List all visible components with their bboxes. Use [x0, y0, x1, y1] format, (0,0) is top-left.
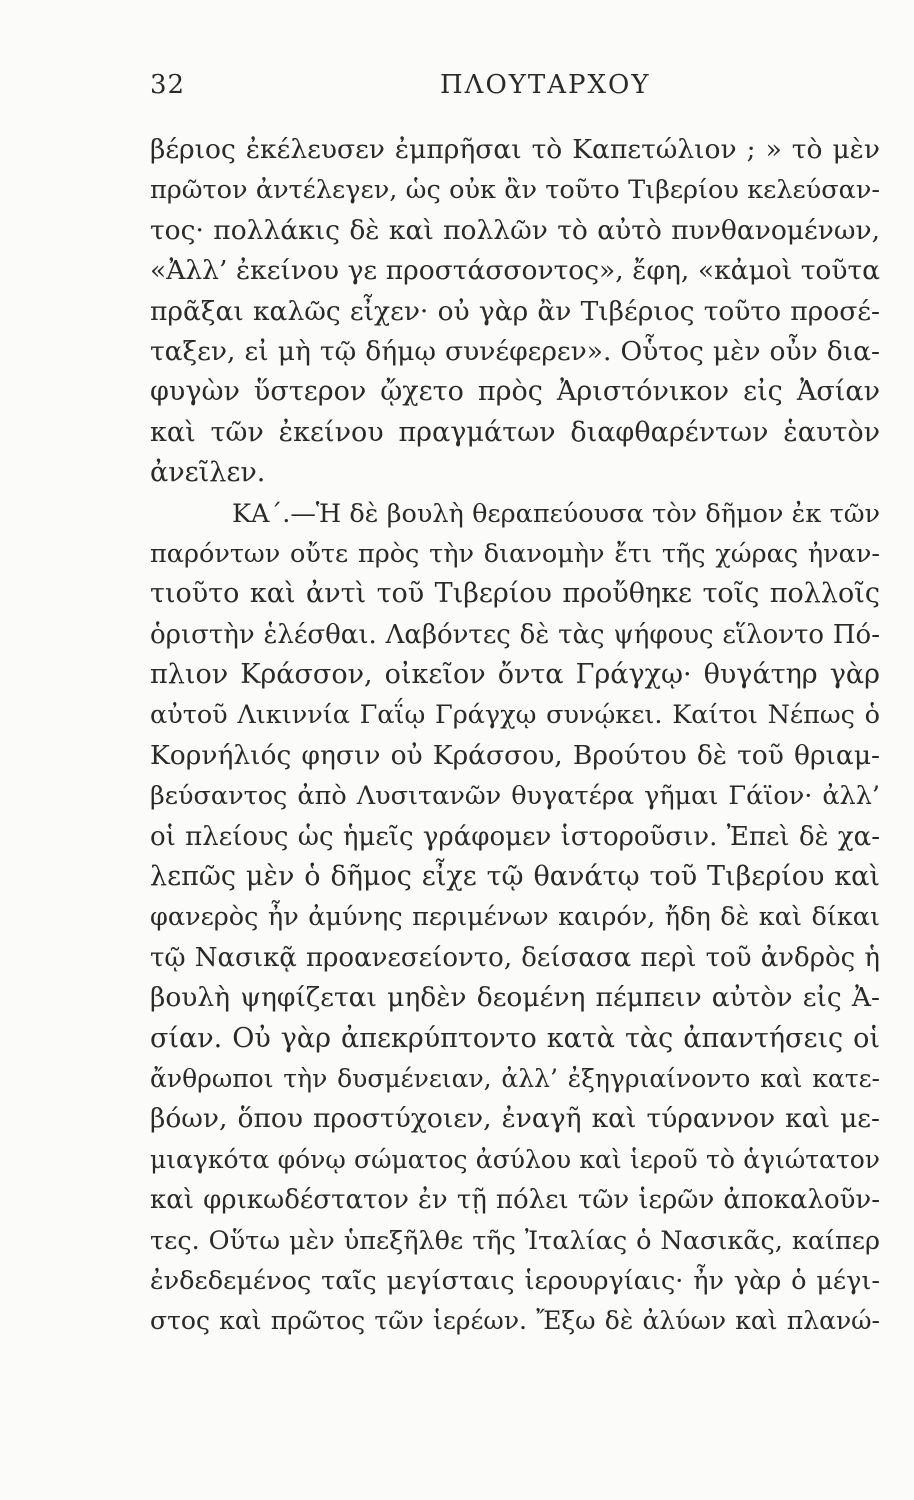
text-line: βουλὴ ψηφίζεται μηδὲν δεομένη πέμπειν αὐτὸν εἰς Ἀ- [150, 982, 880, 1014]
text-line: πλιον Κράσσον, οἰκεῖον ὄντα Γράγχῳ· θυγάτηρ γὰρ [150, 659, 880, 691]
chapter-heading-line: ΚΑ΄.—Ἡ δὲ βουλὴ θεραπεύουσα τὸν δῆμον ἐκ τῶν [232, 498, 880, 529]
text-line: τῷ Νασικᾷ προανεσείοντο, δείσασα περὶ τοῦ ἀνδρὸς ἡ [150, 942, 880, 973]
running-title: ΠΛΟΥΤΑΡΧΟΥ [440, 70, 651, 100]
text-line: φανερὸς ἦν ἀμύνης περιμένων καιρόν, ἤδη δὲ καὶ δίκαι [150, 902, 880, 933]
text-line: ἀνεῖλεν. [150, 457, 266, 489]
text-line: πρῶτον ἀντέλεγεν, ὡς οὐκ ἂν τοῦτο Τιβερίου κελεύσαν- [150, 175, 880, 206]
text-line: καὶ φρικωδέστατον ἐν τῇ πόλει τῶν ἱερῶν ἀποκαλοῦν- [150, 1185, 880, 1216]
page-number: 32 [150, 70, 186, 100]
text-line: τιοῦτο καὶ ἀντὶ τοῦ Τιβερίου προὔθηκε τοῖς πολλοῖς [150, 578, 880, 610]
text-line: πρᾶξαι καλῶς εἶχεν· οὐ γὰρ ἂν Τιβέριος τοῦτο προσέ- [150, 295, 880, 327]
text-line: ἄνθρωποι τὴν δυσμένειαν, ἀλλ’ ἐξηγριαίνοντο καὶ κατε- [150, 1063, 880, 1093]
text-line: τες. Οὕτω μὲν ὑπεξῆλθε τῆς Ἰταλίας ὁ Νασικᾶς, καίπερ [150, 1225, 880, 1256]
text-line: οἱ πλείους ὡς ἡμεῖς γράφομεν ἱστοροῦσιν. Ἐπεὶ δὲ χα- [150, 821, 880, 852]
text-line: λεπῶς μὲν ὁ δῆμος εἶχε τῷ θανάτῳ τοῦ Τιβερίου καὶ [150, 861, 880, 893]
text-line: σίαν. Οὐ γὰρ ἀπεκρύπτοντο κατὰ τὰς ἀπαντήσεις οἱ [150, 1022, 880, 1054]
text-body [150, 130, 880, 1342]
text-line: βέριος ἐκέλευσεν ἐμπρῆσαι τὸ Καπετώλιον ; » τὸ μὲν [150, 134, 880, 165]
text-line: παρόντων οὔτε πρὸς τὴν διανομὴν ἔτι τῆς χώρας ἠναν- [150, 538, 880, 569]
text-line: στος καὶ πρῶτος τῶν ἱερέων. Ἔξω δὲ ἀλύων καὶ πλανώ- [150, 1306, 880, 1336]
text-line: «Ἀλλ’ ἐκείνου γε προστάσσοντος», ἔφη, «κἀμοὶ τοῦτα [150, 255, 880, 287]
text-line: ἐνδεδεμένος ταῖς μεγίσταις ἱερουργίαις· ἦν γὰρ ὁ μέγι- [150, 1265, 880, 1296]
text-line: Κορνήλιός φησιν οὐ Κράσσου, Βρούτου δὲ τοῦ θριαμ- [150, 739, 880, 771]
text-line: βεύσαντος ἀπὸ Λυσιτανῶν θυγατέρα γῆμαι Γάϊον· ἀλλ’ [150, 781, 880, 812]
text-line: ὁριστὴν ἑλέσθαι. Λαβόντες δὲ τὰς ψήφους εἵλοντο Πό- [150, 619, 880, 650]
text-line: ταξεν, εἰ μὴ τῷ δήμῳ συνέφερεν». Οὗτος μὲν οὖν δια- [150, 335, 880, 367]
text-line: βόων, ὅπου προστύχοιεν, ἐναγῆ καὶ τύραννον καὶ με- [150, 1103, 880, 1135]
text-line: μιαγκότα φόνῳ σώματος ἀσύλου καὶ ἱεροῦ τὸ ἁγιώτατον [150, 1144, 880, 1174]
text-line: τος· πολλάκις δὲ καὶ πολλῶν τὸ αὐτὸ πυνθανομένων, [150, 214, 880, 246]
running-head [150, 70, 880, 110]
text-line: φυγὼν ὕστερον ᾤχετο πρὸς Ἀριστόνικον εἰς Ἀσίαν [150, 376, 880, 408]
text-line: αὐτοῦ Λικιννία Γαΐῳ Γράγχῳ συνῴκει. Καίτοι Νέπως ὁ [150, 700, 880, 731]
text-line: καὶ τῶν ἐκείνου πραγμάτων διαφθαρέντων ἑαυτὸν [150, 416, 880, 448]
